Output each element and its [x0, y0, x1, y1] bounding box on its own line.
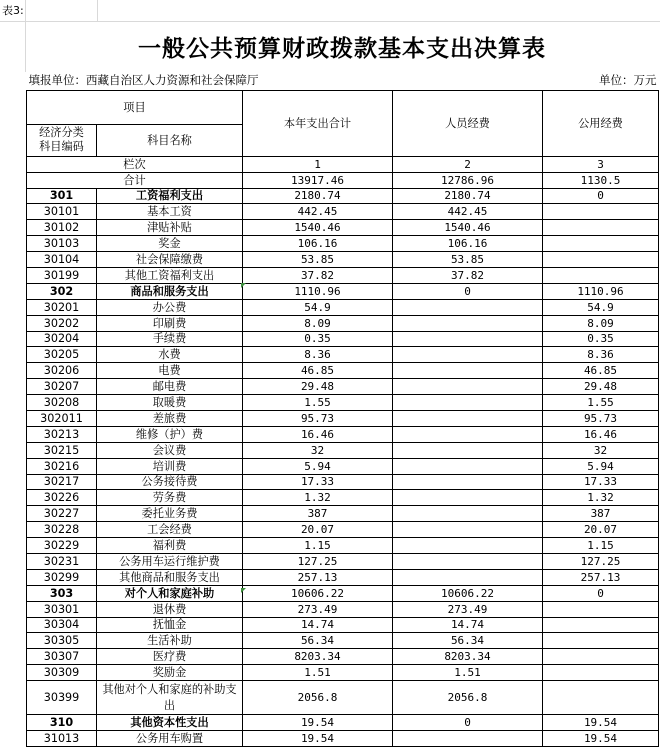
cell-total: 20.07 [243, 522, 393, 538]
table-row [27, 347, 659, 363]
cell-name: 办公费 [97, 299, 243, 315]
cell-public: 257.13 [543, 569, 659, 585]
cell-total: 46.85 [243, 363, 393, 379]
cell-name: 津贴补贴 [97, 220, 243, 236]
cell-code: 310 [27, 715, 97, 731]
cell-personnel: 273.49 [393, 601, 543, 617]
cell-code: 30299 [27, 569, 97, 585]
column-index-3: 3 [543, 156, 659, 172]
cell-name: 工资福利支出 [97, 188, 243, 204]
cell-total: 19.54 [243, 715, 393, 731]
cell-personnel [393, 395, 543, 411]
cell-code: 30231 [27, 553, 97, 569]
cell-personnel: 1.51 [393, 665, 543, 681]
cell-name: 取暖费 [97, 395, 243, 411]
project-header: 项目 [27, 90, 243, 124]
cell-total: 1540.46 [243, 220, 393, 236]
cell-personnel: 0 [393, 283, 543, 299]
cell-code: 30206 [27, 363, 97, 379]
table-row [27, 538, 659, 554]
cell-name: 对个人和家庭补助 [97, 585, 243, 601]
cell-name: 手续费 [97, 331, 243, 347]
budget-table [26, 72, 659, 747]
cell-code: 30199 [27, 267, 97, 283]
cell-code: 30202 [27, 315, 97, 331]
cell-code: 30217 [27, 474, 97, 490]
table-row [27, 426, 659, 442]
cell-public: 95.73 [543, 410, 659, 426]
cell-public [543, 204, 659, 220]
cell-personnel [393, 410, 543, 426]
table-row [27, 267, 659, 283]
cell-total: 10606.22 [243, 585, 393, 601]
cell-personnel [393, 490, 543, 506]
cell-code: 30208 [27, 395, 97, 411]
sum-public: 1130.5 [543, 172, 659, 188]
cell-total: 2056.8 [243, 681, 393, 715]
table-row [27, 522, 659, 538]
cell-personnel [393, 347, 543, 363]
cell-personnel: 442.45 [393, 204, 543, 220]
cell-total: 1110.96 [243, 283, 393, 299]
personnel-header: 人员经费 [393, 90, 543, 156]
cell-name: 福利费 [97, 538, 243, 554]
unit-label: 单位：万元 [599, 73, 657, 88]
cell-public [543, 649, 659, 665]
cell-personnel: 2056.8 [393, 681, 543, 715]
cell-public [543, 267, 659, 283]
cell-code: 302 [27, 283, 97, 299]
cell-personnel [393, 379, 543, 395]
code-header-line1: 经济分类 [39, 126, 84, 139]
cell-name: 印刷费 [97, 315, 243, 331]
table-row [27, 585, 659, 601]
cell-total: 8.36 [243, 347, 393, 363]
cell-public: 8.36 [543, 347, 659, 363]
name-header: 科目名称 [97, 124, 243, 156]
cell-personnel [393, 506, 543, 522]
cell-public: 54.9 [543, 299, 659, 315]
cell-name: 抚恤金 [97, 617, 243, 633]
cell-total: 8203.34 [243, 649, 393, 665]
table-row [27, 617, 659, 633]
cell-personnel: 1540.46 [393, 220, 543, 236]
code-header-line2: 科目编码 [39, 140, 84, 153]
cell-code: 30216 [27, 458, 97, 474]
cell-name: 工会经费 [97, 522, 243, 538]
table-row [27, 601, 659, 617]
cell-name: 劳务费 [97, 490, 243, 506]
cell-code: 30201 [27, 299, 97, 315]
cell-code: 303 [27, 585, 97, 601]
cell-public: 19.54 [543, 715, 659, 731]
cell-name: 基本工资 [97, 204, 243, 220]
cell-code: 30304 [27, 617, 97, 633]
cell-public: 16.46 [543, 426, 659, 442]
table-row [27, 315, 659, 331]
cell-total: 387 [243, 506, 393, 522]
cell-public: 17.33 [543, 474, 659, 490]
cell-public: 46.85 [543, 363, 659, 379]
comment-marker [241, 588, 246, 593]
cell-total: 37.82 [243, 267, 393, 283]
cell-total: 53.85 [243, 252, 393, 268]
table-row [27, 410, 659, 426]
cell-public [543, 665, 659, 681]
cell-public [543, 252, 659, 268]
comment-marker [241, 283, 246, 288]
table-row [27, 283, 659, 299]
cell-public [543, 681, 659, 715]
table-row [27, 379, 659, 395]
cell-name: 维修（护）费 [97, 426, 243, 442]
table-row [27, 731, 659, 747]
cell-name: 水费 [97, 347, 243, 363]
cell-public [543, 633, 659, 649]
cell-personnel [393, 474, 543, 490]
cell-total: 442.45 [243, 204, 393, 220]
cell-personnel [393, 731, 543, 747]
cell-code: 30229 [27, 538, 97, 554]
cell-public: 0 [543, 188, 659, 204]
code-header [27, 124, 97, 156]
cell-total: 29.48 [243, 379, 393, 395]
cell-total: 95.73 [243, 410, 393, 426]
cell-total: 1.55 [243, 395, 393, 411]
cell-personnel: 106.16 [393, 236, 543, 252]
cell-code: 30207 [27, 379, 97, 395]
cell-code: 30227 [27, 506, 97, 522]
cell-public: 1.15 [543, 538, 659, 554]
cell-code: 31013 [27, 731, 97, 747]
cell-total: 17.33 [243, 474, 393, 490]
cell-personnel [393, 522, 543, 538]
table-row [27, 633, 659, 649]
fill-unit: 填报单位：西藏自治区人力资源和社会保障厅 [28, 73, 259, 88]
cell-code: 30205 [27, 347, 97, 363]
cell-public: 20.07 [543, 522, 659, 538]
cell-code: 30103 [27, 236, 97, 252]
cell-total: 1.32 [243, 490, 393, 506]
cell-total: 8.09 [243, 315, 393, 331]
cell-personnel: 10606.22 [393, 585, 543, 601]
cell-public: 32 [543, 442, 659, 458]
cell-total: 14.74 [243, 617, 393, 633]
table-row [27, 506, 659, 522]
cell-personnel [393, 315, 543, 331]
cell-name: 商品和服务支出 [97, 283, 243, 299]
cell-name: 委托业务费 [97, 506, 243, 522]
table-row [27, 188, 659, 204]
table-row [27, 252, 659, 268]
cell-personnel [393, 299, 543, 315]
cell-total: 1.51 [243, 665, 393, 681]
cell-public: 1.55 [543, 395, 659, 411]
cell-code: 30309 [27, 665, 97, 681]
cell-public [543, 617, 659, 633]
table-row [27, 458, 659, 474]
table-row [27, 569, 659, 585]
cell-total: 32 [243, 442, 393, 458]
table-row [27, 220, 659, 236]
cell-personnel [393, 458, 543, 474]
cell-name: 差旅费 [97, 410, 243, 426]
cell-personnel [393, 442, 543, 458]
cell-name: 社会保障缴费 [97, 252, 243, 268]
cell-personnel: 56.34 [393, 633, 543, 649]
cell-personnel [393, 426, 543, 442]
public-header: 公用经费 [543, 90, 659, 156]
cell-public: 8.09 [543, 315, 659, 331]
table-row [27, 474, 659, 490]
table-row [27, 681, 659, 715]
cell-total: 1.15 [243, 538, 393, 554]
cell-name: 医疗费 [97, 649, 243, 665]
cell-code: 30213 [27, 426, 97, 442]
cell-public: 387 [543, 506, 659, 522]
cell-total: 16.46 [243, 426, 393, 442]
column-index-1: 1 [243, 156, 393, 172]
cell-public: 19.54 [543, 731, 659, 747]
table-row [27, 553, 659, 569]
table-row [27, 490, 659, 506]
cell-personnel: 14.74 [393, 617, 543, 633]
cell-code: 30305 [27, 633, 97, 649]
cell-public: 29.48 [543, 379, 659, 395]
cell-code: 30301 [27, 601, 97, 617]
cell-name: 公务接待费 [97, 474, 243, 490]
cell-public [543, 601, 659, 617]
cell-personnel: 37.82 [393, 267, 543, 283]
cell-name: 会议费 [97, 442, 243, 458]
cell-code: 30399 [27, 681, 97, 715]
cell-total: 127.25 [243, 553, 393, 569]
table-row [27, 665, 659, 681]
cell-name: 公务用车购置 [97, 731, 243, 747]
cell-name: 生活补助 [97, 633, 243, 649]
cell-name: 退休费 [97, 601, 243, 617]
cell-name: 奖励金 [97, 665, 243, 681]
cell-total: 56.34 [243, 633, 393, 649]
gridline [0, 21, 660, 22]
total-header: 本年支出合计 [243, 90, 393, 156]
cell-personnel: 0 [393, 715, 543, 731]
cell-public: 0 [543, 585, 659, 601]
table-row [27, 649, 659, 665]
cell-public: 1110.96 [543, 283, 659, 299]
table-row [27, 331, 659, 347]
cell-total: 106.16 [243, 236, 393, 252]
table-row [27, 204, 659, 220]
cell-personnel: 53.85 [393, 252, 543, 268]
table-row [27, 715, 659, 731]
sum-row [27, 172, 659, 188]
cell-name: 奖金 [97, 236, 243, 252]
cell-public [543, 220, 659, 236]
cell-name: 培训费 [97, 458, 243, 474]
cell-total: 54.9 [243, 299, 393, 315]
cell-personnel [393, 553, 543, 569]
sum-label: 合计 [27, 172, 243, 188]
cell-total: 2180.74 [243, 188, 393, 204]
column-index-label: 栏次 [27, 156, 243, 172]
cell-public [543, 236, 659, 252]
cell-name: 邮电费 [97, 379, 243, 395]
cell-code: 30104 [27, 252, 97, 268]
cell-name: 其他工资福利支出 [97, 267, 243, 283]
sum-total: 13917.46 [243, 172, 393, 188]
cell-name: 其他商品和服务支出 [97, 569, 243, 585]
cell-code: 30101 [27, 204, 97, 220]
cell-total: 0.35 [243, 331, 393, 347]
cell-name: 公务用车运行维护费 [97, 553, 243, 569]
info-row [27, 72, 659, 90]
cell-personnel [393, 363, 543, 379]
table-row [27, 363, 659, 379]
table-row [27, 299, 659, 315]
cell-code: 301 [27, 188, 97, 204]
sheet-label: 表3: [2, 4, 24, 17]
cell-code: 30226 [27, 490, 97, 506]
cell-total: 19.54 [243, 731, 393, 747]
gridline [97, 0, 98, 22]
cell-code: 30102 [27, 220, 97, 236]
cell-public: 0.35 [543, 331, 659, 347]
cell-public: 1.32 [543, 490, 659, 506]
column-index-row [27, 156, 659, 172]
table-row [27, 395, 659, 411]
cell-code: 30215 [27, 442, 97, 458]
sum-personnel: 12786.96 [393, 172, 543, 188]
table-row [27, 236, 659, 252]
cell-total: 273.49 [243, 601, 393, 617]
cell-personnel [393, 569, 543, 585]
cell-personnel [393, 538, 543, 554]
cell-personnel: 2180.74 [393, 188, 543, 204]
cell-name: 电费 [97, 363, 243, 379]
header-row [27, 90, 659, 124]
cell-code: 30307 [27, 649, 97, 665]
cell-name: 其他对个人和家庭的补助支出 [97, 681, 243, 715]
cell-code: 302011 [27, 410, 97, 426]
cell-personnel [393, 331, 543, 347]
table-row [27, 442, 659, 458]
column-index-2: 2 [393, 156, 543, 172]
cell-public: 127.25 [543, 553, 659, 569]
cell-name: 其他资本性支出 [97, 715, 243, 731]
page-title: 一般公共预算财政拨款基本支出决算表 [138, 36, 546, 62]
cell-code: 30204 [27, 331, 97, 347]
cell-total: 257.13 [243, 569, 393, 585]
cell-public: 5.94 [543, 458, 659, 474]
cell-code: 30228 [27, 522, 97, 538]
cell-personnel: 8203.34 [393, 649, 543, 665]
cell-total: 5.94 [243, 458, 393, 474]
